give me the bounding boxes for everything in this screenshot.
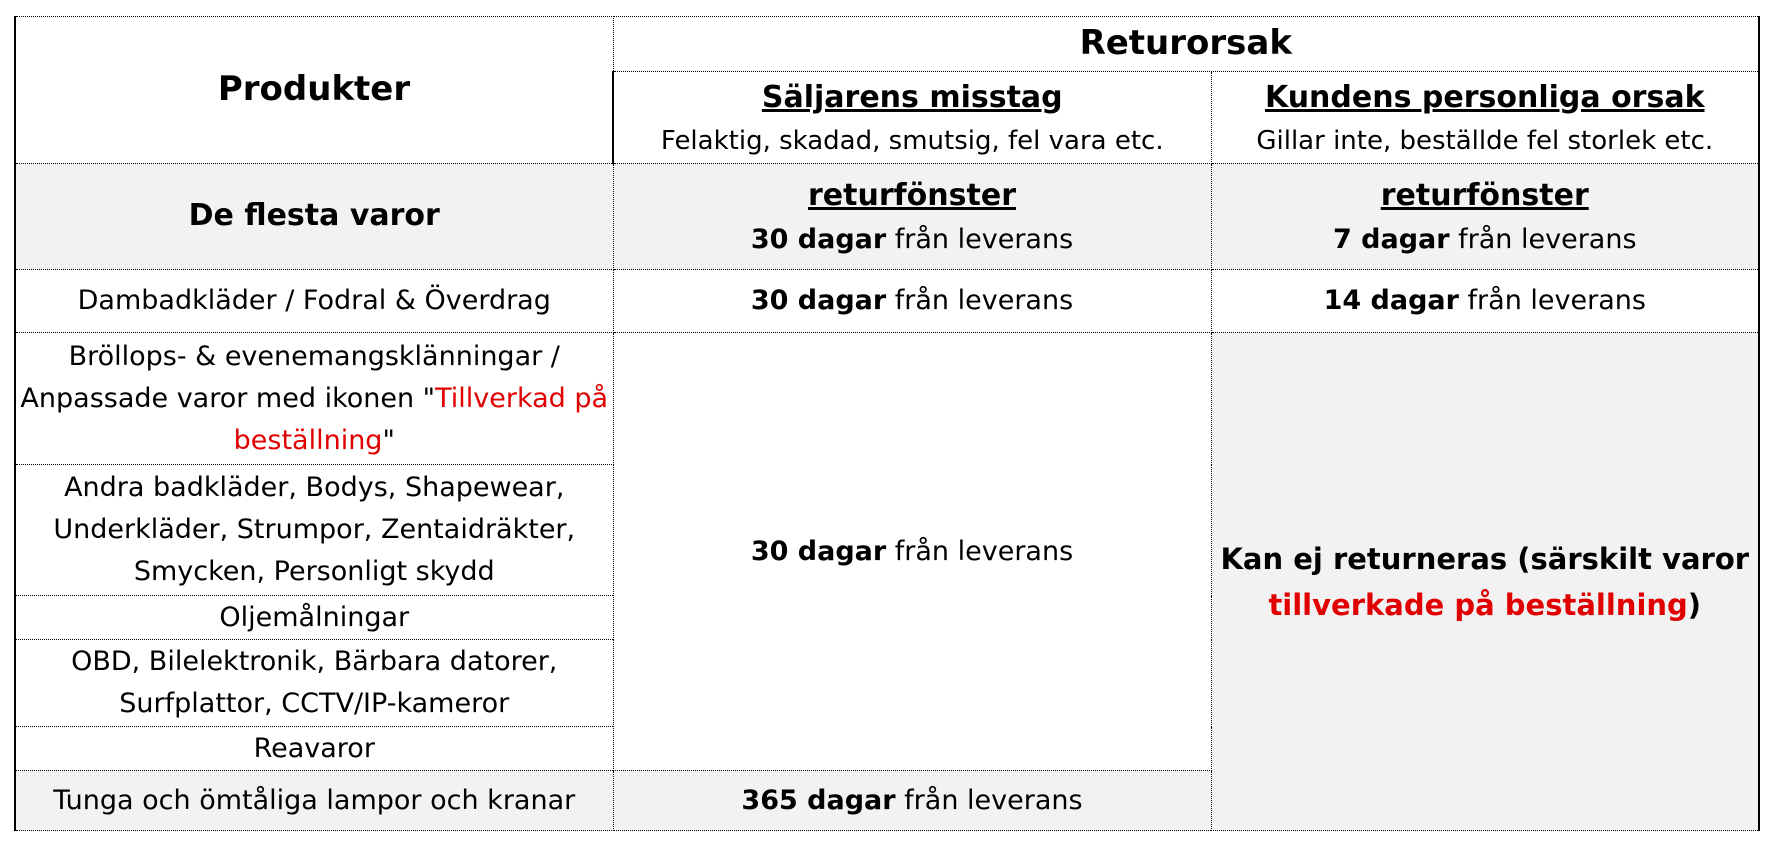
- seller-window-days: 30 dagar: [750, 223, 887, 255]
- product-lamps-faucets: [15, 771, 613, 831]
- no-return-post: ): [1687, 587, 1702, 622]
- customer-window-title: returfönster: [1380, 177, 1589, 213]
- product-oil-paintings: [15, 596, 613, 640]
- return-reason-header: [613, 17, 1759, 72]
- product-electronics: [15, 640, 613, 727]
- products-header-label: Produkter: [217, 68, 411, 109]
- seller-group-days: 30 dagar: [750, 535, 887, 567]
- seller-window-swim: [613, 270, 1211, 333]
- customer-swim-days: 14 dagar: [1323, 285, 1459, 316]
- seller-mistake-title: Säljarens misstag: [761, 79, 1063, 115]
- product-sale-items-label: Reavaror: [253, 732, 375, 764]
- customer-reason-desc: Gillar inte, beställde fel storlek etc.: [1256, 125, 1714, 156]
- seller-mistake-desc: Felaktig, skadad, smutsig, fel vara etc.: [660, 125, 1164, 156]
- product-other-swimwear-label: Andra badkläder, Bodys, Shapewear, Underkläder, Strumpor, Zentaidräkter, Smycken, Personligt skydd: [53, 472, 576, 587]
- product-wedding-pre: Bröllops- & evenemangsklänningar / Anpassade varor med ikonen ": [20, 340, 560, 414]
- return-reason-label: Returorsak: [1079, 22, 1292, 63]
- product-other-swimwear: [15, 465, 613, 596]
- product-wedding-custom: [15, 333, 613, 465]
- seller-window-lamps: [613, 771, 1211, 831]
- no-return-text: [1220, 542, 1749, 622]
- seller-group-suffix: från leverans: [886, 535, 1074, 567]
- seller-swim-suffix: från leverans: [886, 285, 1074, 316]
- seller-lamps-suffix: från leverans: [895, 784, 1083, 816]
- product-women-swimwear: [15, 270, 613, 333]
- seller-window-title: returfönster: [808, 177, 1016, 213]
- no-return-made-to-order: tillverkade på beställning: [1268, 587, 1688, 622]
- customer-window-swim: [1211, 270, 1759, 333]
- product-most-items-label: De flesta varor: [188, 198, 440, 233]
- product-women-swimwear-label: Dambadkläder / Fodral & Överdrag: [77, 285, 551, 316]
- customer-window-suffix: från leverans: [1449, 223, 1637, 255]
- made-to-order-label: Tillverkad på beställning: [233, 382, 609, 456]
- product-wedding-post: ": [382, 424, 395, 456]
- no-return-pre: Kan ej returneras (särskilt varor: [1220, 541, 1750, 576]
- seller-window-value: [618, 219, 1207, 261]
- seller-window-most: [613, 164, 1211, 270]
- product-lamps-faucets-label: Tunga och ömtåliga lampor och kranar: [53, 784, 576, 816]
- customer-no-return: [1211, 333, 1759, 831]
- return-policy-table: [14, 16, 1760, 831]
- product-sale-items: [15, 727, 613, 771]
- customer-swim-suffix: från leverans: [1458, 285, 1646, 316]
- seller-lamps-days: 365 dagar: [741, 784, 896, 816]
- product-electronics-label: OBD, Bilelektronik, Bärbara datorer, Surfplattor, CCTV/IP-kameror: [71, 646, 558, 719]
- seller-swim-days: 30 dagar: [750, 285, 887, 316]
- customer-window-most: [1211, 164, 1759, 270]
- products-header: [15, 17, 613, 164]
- customer-reason-title: Kundens personliga orsak: [1264, 79, 1705, 115]
- customer-window-value: [1216, 219, 1755, 261]
- customer-reason-header: [1211, 72, 1759, 164]
- product-oil-paintings-label: Oljemålningar: [219, 601, 410, 633]
- seller-window-suffix: från leverans: [886, 223, 1074, 255]
- product-most-items: [15, 164, 613, 270]
- seller-window-group: [613, 333, 1211, 771]
- customer-window-days: 7 dagar: [1332, 223, 1450, 255]
- seller-mistake-header: [613, 72, 1211, 164]
